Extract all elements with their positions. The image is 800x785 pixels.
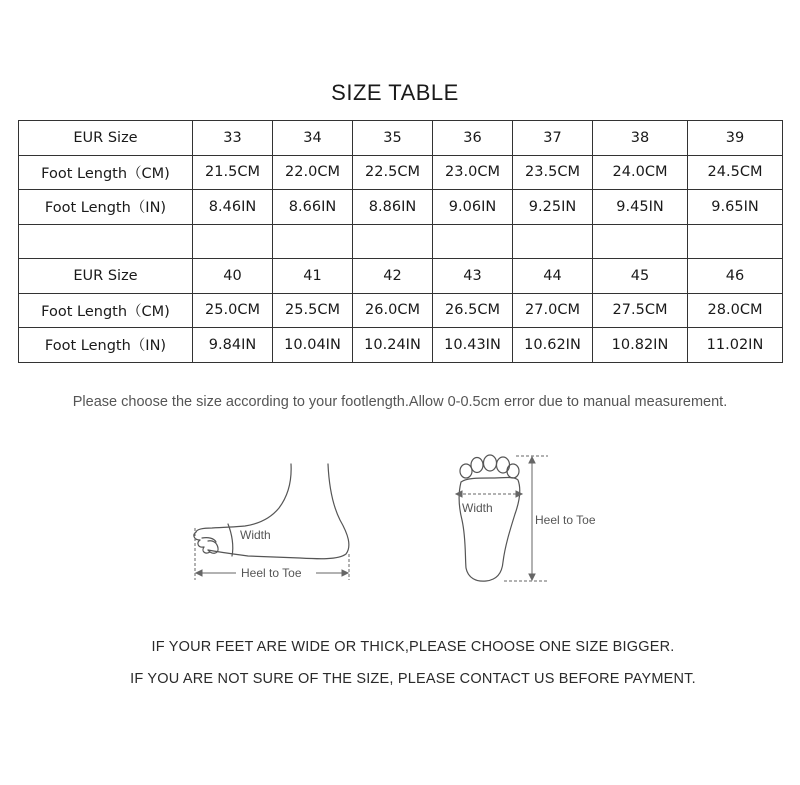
row-header: Foot Length（IN) [19, 190, 193, 225]
table-cell [353, 224, 433, 259]
foot-side-view-illustration [188, 458, 358, 588]
table-cell: 45 [593, 259, 688, 294]
table-cell: 8.86IN [353, 190, 433, 225]
row-header: Foot Length（CM) [19, 155, 193, 190]
table-cell: 8.66IN [273, 190, 353, 225]
table-cell: 38 [593, 121, 688, 156]
table-cell [688, 224, 783, 259]
table-cell: 27.0CM [513, 293, 593, 328]
table-cell [19, 224, 193, 259]
table-row [19, 259, 783, 294]
table-cell: 22.5CM [353, 155, 433, 190]
table-cell: 36 [433, 121, 513, 156]
size-table [18, 120, 783, 363]
sole-heel-to-toe-label: Heel to Toe [535, 513, 596, 527]
table-cell: 10.24IN [353, 328, 433, 363]
table-cell: 46 [688, 259, 783, 294]
table-cell: 25.0CM [193, 293, 273, 328]
table-cell: 23.5CM [513, 155, 593, 190]
table-cell: 10.04IN [273, 328, 353, 363]
table-cell: 11.02IN [688, 328, 783, 363]
foot-sole-view-illustration [444, 450, 614, 588]
table-cell: 28.0CM [688, 293, 783, 328]
table-cell: 39 [688, 121, 783, 156]
table-row [19, 121, 783, 156]
table-cell: 21.5CM [193, 155, 273, 190]
table-cell: 44 [513, 259, 593, 294]
row-header: Foot Length（CM) [19, 293, 193, 328]
table-row [19, 155, 783, 190]
table-cell [593, 224, 688, 259]
table-cell: 22.0CM [273, 155, 353, 190]
table-cell: 26.5CM [433, 293, 513, 328]
table-row [19, 328, 783, 363]
table-cell: 24.0CM [593, 155, 688, 190]
table-cell: 33 [193, 121, 273, 156]
table-cell: 9.65IN [688, 190, 783, 225]
table-cell: 43 [433, 259, 513, 294]
table-row [19, 190, 783, 225]
table-cell: 9.06IN [433, 190, 513, 225]
table-cell: 8.46IN [193, 190, 273, 225]
table-cell: 23.0CM [433, 155, 513, 190]
table-cell [513, 224, 593, 259]
side-width-label: Width [240, 528, 271, 542]
table-cell [193, 224, 273, 259]
table-cell [433, 224, 513, 259]
table-cell: 42 [353, 259, 433, 294]
table-row [19, 293, 783, 328]
row-header: EUR Size [19, 121, 193, 156]
table-cell: 34 [273, 121, 353, 156]
table-cell: 9.25IN [513, 190, 593, 225]
table-cell: 37 [513, 121, 593, 156]
table-cell: 9.45IN [593, 190, 688, 225]
wide-feet-advice: IF YOUR FEET ARE WIDE OR THICK,PLEASE CHOOSE ONE SIZE BIGGER. [151, 639, 675, 655]
table-cell: 26.0CM [353, 293, 433, 328]
row-header: EUR Size [19, 259, 193, 294]
table-cell: 25.5CM [273, 293, 353, 328]
table-cell: 10.43IN [433, 328, 513, 363]
page-title: SIZE TABLE [331, 80, 459, 105]
table-cell: 40 [193, 259, 273, 294]
table-row-spacer [19, 224, 783, 259]
table-cell: 10.82IN [593, 328, 688, 363]
row-header: Foot Length（IN) [19, 328, 193, 363]
table-cell: 41 [273, 259, 353, 294]
sole-width-label: Width [462, 501, 493, 515]
contact-advice: IF YOU ARE NOT SURE OF THE SIZE, PLEASE CONTACT US BEFORE PAYMENT. [130, 671, 696, 687]
table-cell: 24.5CM [688, 155, 783, 190]
table-cell: 35 [353, 121, 433, 156]
table-cell [273, 224, 353, 259]
side-heel-to-toe-label: Heel to Toe [241, 566, 302, 580]
measurement-note: Please choose the size according to your footlength.Allow 0-0.5cm error due to manual measurement. [72, 394, 728, 410]
table-cell: 9.84IN [193, 328, 273, 363]
table-cell: 10.62IN [513, 328, 593, 363]
table-cell: 27.5CM [593, 293, 688, 328]
